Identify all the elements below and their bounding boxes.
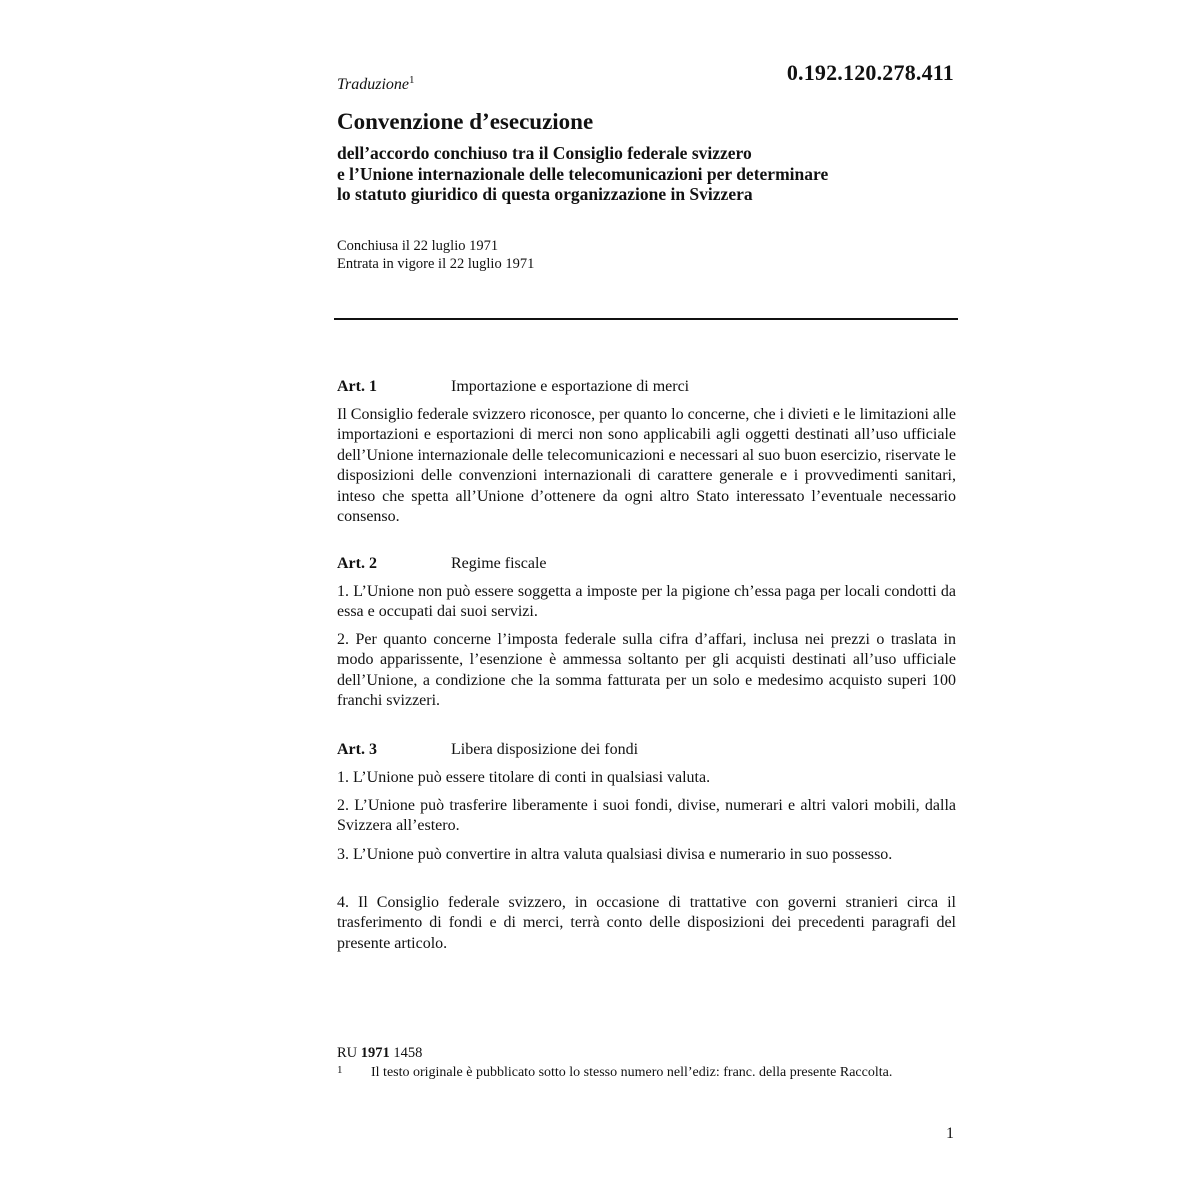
article-3-paragraph-4: 4. Il Consiglio federale svizzero, in occasione di trattative con governi stranieri circa il trasferimento di fondi e di merci, terrà conto delle disposizioni dei precedenti paragrafi del presente articolo. [337,894,956,952]
subtitle-line: e l’Unione internazionale delle telecomunicazioni per determinare [337,163,829,184]
sr-number: 0.192.120.278.411 [786,60,954,85]
concluded-date: Conchiusa il 22 luglio 1971 [337,238,499,254]
footnote-text: Il testo originale è pubblicato sotto lo stesso numero nell’ediz: franc. della presente Raccolta. [371,1065,893,1080]
article-3-paragraph-2: 2. L’Unione può trasferire liberamente i suoi fondi, divise, numerari e altri valori mobili, dalla Svizzera all’estero. [337,797,956,835]
article-title: Importazione e esportazione di merci [451,378,690,395]
article-number: Art. 2 [337,555,377,572]
translation-label: Traduzione$^1$ [337,74,415,93]
article-title: Regime fiscale [451,555,547,572]
document-title: Convenzione d’esecuzione [337,109,594,134]
article-2-paragraph-1: 1. L’Unione non può essere soggetta a imposte per la pigione ch’essa paga per locali condotti da essa e occupati dai suoi servizi. [337,583,956,621]
source-reference: RU 1971 1458 [337,1045,423,1061]
footnote-reference: 1 [409,74,415,86]
subtitle-line: dell’accordo conchiuso tra il Consiglio federale svizzero [337,143,752,163]
footnote [337,1064,956,1081]
article-number: Art. 3 [337,741,377,758]
article-3-paragraph-1: 1. L’Unione può essere titolare di conti in qualsiasi valuta. [337,769,711,786]
article-2-heading [337,554,956,574]
article-3-heading [337,740,956,760]
article-number: Art. 1 [337,378,377,395]
page-number: 1 [946,1125,954,1142]
article-2-paragraph-2: 2. Per quanto concerne l’imposta federale sulla cifra d’affari, inclusa nei prezzi o traslata in modo apparissente, l’esenzione è ammessa soltanto per gli acquisti destinati all’uso ufficiale dell’Unione, a condizione che la somma fatturata per un solo e medesimo acquisto superi 100 franchi svizzeri. [337,631,956,710]
header-divider [334,318,958,320]
article-3-paragraph-3: 3. L’Unione può convertire in altra valuta qualsiasi divisa e numerario in suo possesso. [337,846,893,863]
dates-block [337,238,956,273]
footnote-number: 1 [337,1064,343,1076]
subtitle-line: lo statuto giuridico di questa organizzazione in Svizzera [337,184,753,204]
article-1-heading [337,377,956,397]
article-1-paragraph: Il Consiglio federale svizzero riconosce, per quanto lo concerne, che i divieti e le limitazioni alle importazioni e esportazioni di merci non sono applicabili agli oggetti destinati all’uso ufficiale dell’Unione internazionale delle telecomunicazioni e necessari al suo buon esercizio, riservate le disposizioni delle convenzioni internazionali di carattere generale e i provvedimenti sanitari, inteso che spetta all’Unione d’ottenere da ogni altro Stato interessato l’eventuale necessario consenso. [337,406,956,526]
in-force-date: Entrata in vigore il 22 luglio 1971 [337,255,535,272]
article-title: Libera disposizione dei fondi [451,741,639,758]
document-subtitle [337,143,956,205]
